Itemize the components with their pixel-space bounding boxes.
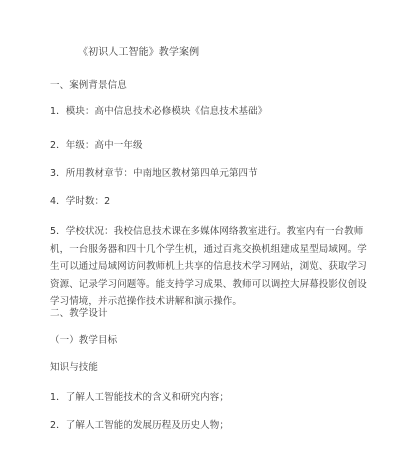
info-item-module: 1．模块：高中信息技术必修模块《信息技术基础》 [50,106,268,117]
info-item-hours: 4．学时数：2 [50,196,111,207]
info-item-chapter: 3．所用教材章节：中南地区教材第四单元第四节 [50,168,258,179]
paragraph-school-status: 5．学校状况：我校信息技术课在多媒体网络教室进行。教室内有一台教师机，一台服务器和四十几个学生机，通过百兆交换机组建成星型局域网。学生可以通过局域网访问教师机上共享的信息技术学习网站，浏览、获取学习资源、记录学习问题等。能支持学习成果、教师可以调控大屏幕投影仪创设学习情境，并示范操作技术讲解和演示操作。 [50,226,367,307]
section-heading-background: 一、案例背景信息 [50,80,127,91]
info-item-grade: 2．年级：高中一年级 [50,140,143,151]
sub-heading-objectives [50,335,117,346]
knowledge-skills-heading: 知识与技能 [50,362,99,373]
objectives-label: （一）教学目标 [50,335,118,346]
goal-item-1: 1．了解人工智能技术的含义和研究内容； [50,392,229,403]
section-heading-design: 二、教学设计 [50,308,108,319]
document-title: 《初识人工智能》教学案例 [78,47,200,58]
goal-item-2: 2．了解人工智能的发展历程及历史人物； [50,420,229,431]
